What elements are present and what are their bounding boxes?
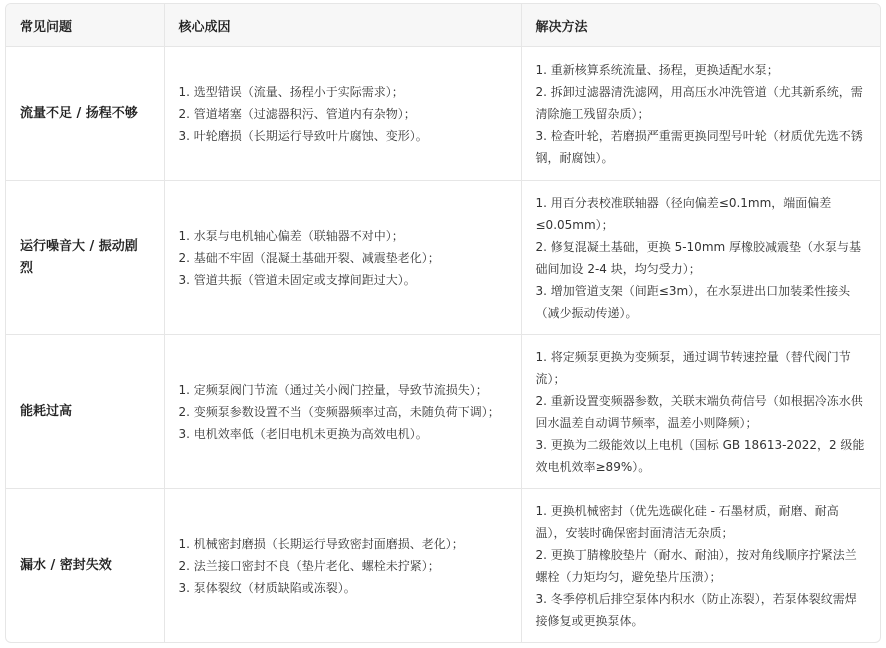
table-row	[6, 181, 881, 335]
solutions-cell	[521, 181, 881, 335]
solution-line: 3. 更换为二级能效以上电机（国标 GB 18613-2022，2 级能效电机效率≥89%）。	[535, 437, 865, 474]
causes-cell	[164, 47, 521, 181]
solution-line: 2. 重新设置变频器参数，关联末端负荷信号（如根据冷冻水供回水温差自动调节频率，温差小则降频）；	[535, 393, 863, 430]
solution-line: 3. 增加管道支架（间距≤3m），在水泵进出口加装柔性接头（减少振动传递）。	[535, 283, 851, 320]
causes-cell	[164, 335, 521, 489]
solution-line: 2. 拆卸过滤器清洗滤网，用高压水冲洗管道（尤其新系统，需清除施工残留杂质）；	[535, 84, 863, 121]
cause-line: 1. 定频泵阀门节流（通过关小阀门控量，导致节流损失）；	[178, 382, 488, 397]
table-header-row	[6, 4, 881, 47]
table-row	[6, 335, 881, 489]
cause-line: 2. 变频泵参数设置不当（变频器频率过高，未随负荷下调）；	[178, 404, 500, 419]
solution-line: 1. 更换机械密封（优先选碳化硅 - 石墨材质，耐磨、耐高温），安装时确保密封面清洁无杂质；	[535, 503, 839, 540]
header-solutions: 解决方法	[521, 4, 881, 47]
cause-line: 1. 水泵与电机轴心偏差（联轴器不对中）；	[178, 228, 404, 243]
table-row	[6, 489, 881, 643]
solutions-cell	[521, 47, 881, 181]
cause-line: 3. 电机效率低（老旧电机未更换为高效电机）。	[178, 426, 428, 441]
problem-cell: 流量不足 / 扬程不够	[6, 47, 164, 181]
solutions-cell	[521, 335, 881, 489]
cause-line: 3. 叶轮磨损（长期运行导致叶片腐蚀、变形）。	[178, 128, 428, 143]
pump-troubleshooting-table-container	[5, 3, 881, 643]
table-row	[6, 47, 881, 181]
cause-line: 3. 泵体裂纹（材质缺陷或冻裂）。	[178, 580, 356, 595]
cause-line: 1. 选型错误（流量、扬程小于实际需求）；	[178, 84, 404, 99]
problem-cell: 运行噪音大 / 振动剧烈	[6, 181, 164, 335]
solutions-cell	[521, 489, 881, 643]
solution-line: 1. 将定频泵更换为变频泵，通过调节转速控量（替代阀门节流）；	[535, 349, 851, 386]
solution-line: 1. 用百分表校准联轴器（径向偏差≤0.1mm，端面偏差≤0.05mm）；	[535, 195, 832, 232]
solution-line: 2. 修复混凝土基础，更换 5-10mm 厚橡胶减震垫（水泵与基础间加设 2-4 块，均匀受力）；	[535, 239, 862, 276]
solution-line: 3. 检查叶轮，若磨损严重需更换同型号叶轮（材质优先选不锈钢，耐腐蚀）。	[535, 128, 863, 165]
cause-line: 2. 法兰接口密封不良（垫片老化、螺栓未拧紧）；	[178, 558, 440, 573]
header-problem: 常见问题	[6, 4, 164, 47]
cause-line: 3. 管道共振（管道未固定或支撑间距过大）。	[178, 272, 416, 287]
problem-cell: 漏水 / 密封失效	[6, 489, 164, 643]
causes-cell	[164, 181, 521, 335]
cause-line: 1. 机械密封磨损（长期运行导致密封面磨损、老化）；	[178, 536, 464, 551]
header-causes: 核心成因	[164, 4, 521, 47]
causes-cell	[164, 489, 521, 643]
solution-line: 1. 重新核算系统流量、扬程，更换适配水泵；	[535, 62, 779, 77]
solution-line: 2. 更换丁腈橡胶垫片（耐水、耐油），按对角线顺序拧紧法兰螺栓（力矩均匀，避免垫片压溃）；	[535, 547, 857, 584]
solution-line: 3. 冬季停机后排空泵体内积水（防止冻裂），若泵体裂纹需焊接修复或更换泵体。	[535, 591, 857, 628]
problem-cell: 能耗过高	[6, 335, 164, 489]
cause-line: 2. 基础不牢固（混凝土基础开裂、减震垫老化）；	[178, 250, 440, 265]
pump-troubleshooting-table	[6, 4, 881, 643]
cause-line: 2. 管道堵塞（过滤器积污、管道内有杂物）；	[178, 106, 416, 121]
